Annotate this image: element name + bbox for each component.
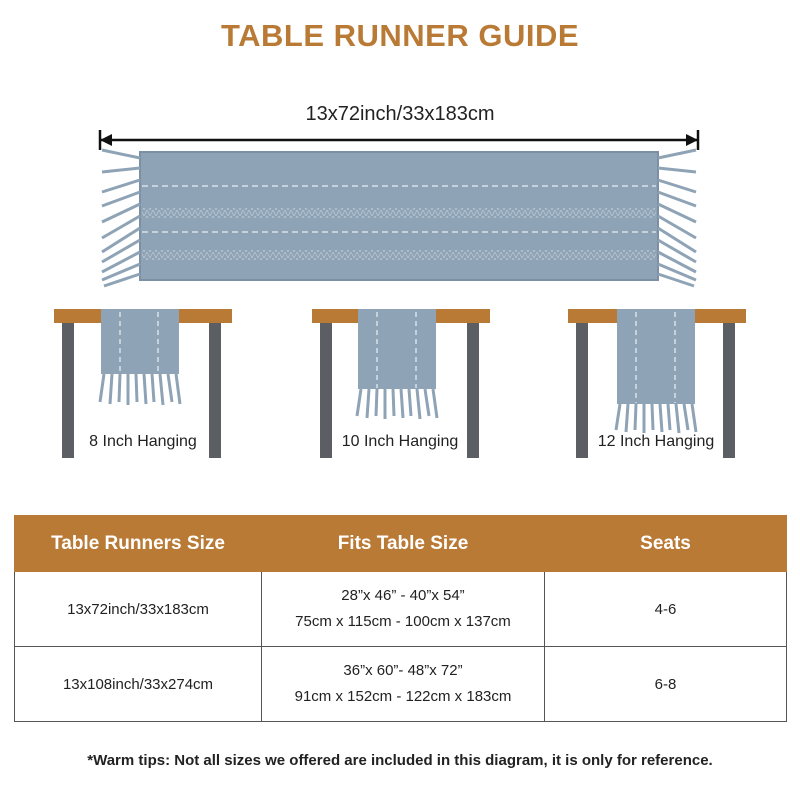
hanging-label-12: 12 Inch Hanging <box>597 433 715 450</box>
cell-seats: 4-6 <box>545 572 787 647</box>
fits-cm: 91cm x 152cm - 122cm x 183cm <box>294 688 512 705</box>
header-runner-size: Table Runners Size <box>15 516 262 572</box>
hanging-label-8: 8 Inch Hanging <box>89 433 197 450</box>
table-header-row <box>15 516 787 572</box>
cell-runner-size: 13x72inch/33x183cm <box>15 572 262 647</box>
hanging-label-10: 10 Inch Hanging <box>341 433 459 450</box>
warm-tip-note: *Warm tips: Not all sizes we offered are included in this diagram, it is only for reference. <box>87 752 713 769</box>
cell-fits-table-size <box>262 647 545 722</box>
header-seats: Seats <box>545 516 787 572</box>
table-row <box>15 647 787 722</box>
table-row <box>15 572 787 647</box>
header-fits-table-size: Fits Table Size <box>262 516 545 572</box>
page-title: TABLE RUNNER GUIDE <box>220 18 580 53</box>
cell-fits-table-size <box>262 572 545 647</box>
fits-cm: 75cm x 115cm - 100cm x 137cm <box>295 613 511 630</box>
cell-seats: 6-8 <box>545 647 787 722</box>
fits-inches: 28”x 46” - 40”x 54” <box>341 587 465 604</box>
runner-dimension-label: 13x72inch/33x183cm <box>305 103 495 125</box>
dimension-arrow <box>100 130 698 150</box>
fits-inches: 36”x 60”- 48”x 72” <box>343 662 463 679</box>
size-guide-table <box>14 515 787 722</box>
cell-runner-size: 13x108inch/33x274cm <box>15 647 262 722</box>
table-runner-image <box>102 150 696 286</box>
